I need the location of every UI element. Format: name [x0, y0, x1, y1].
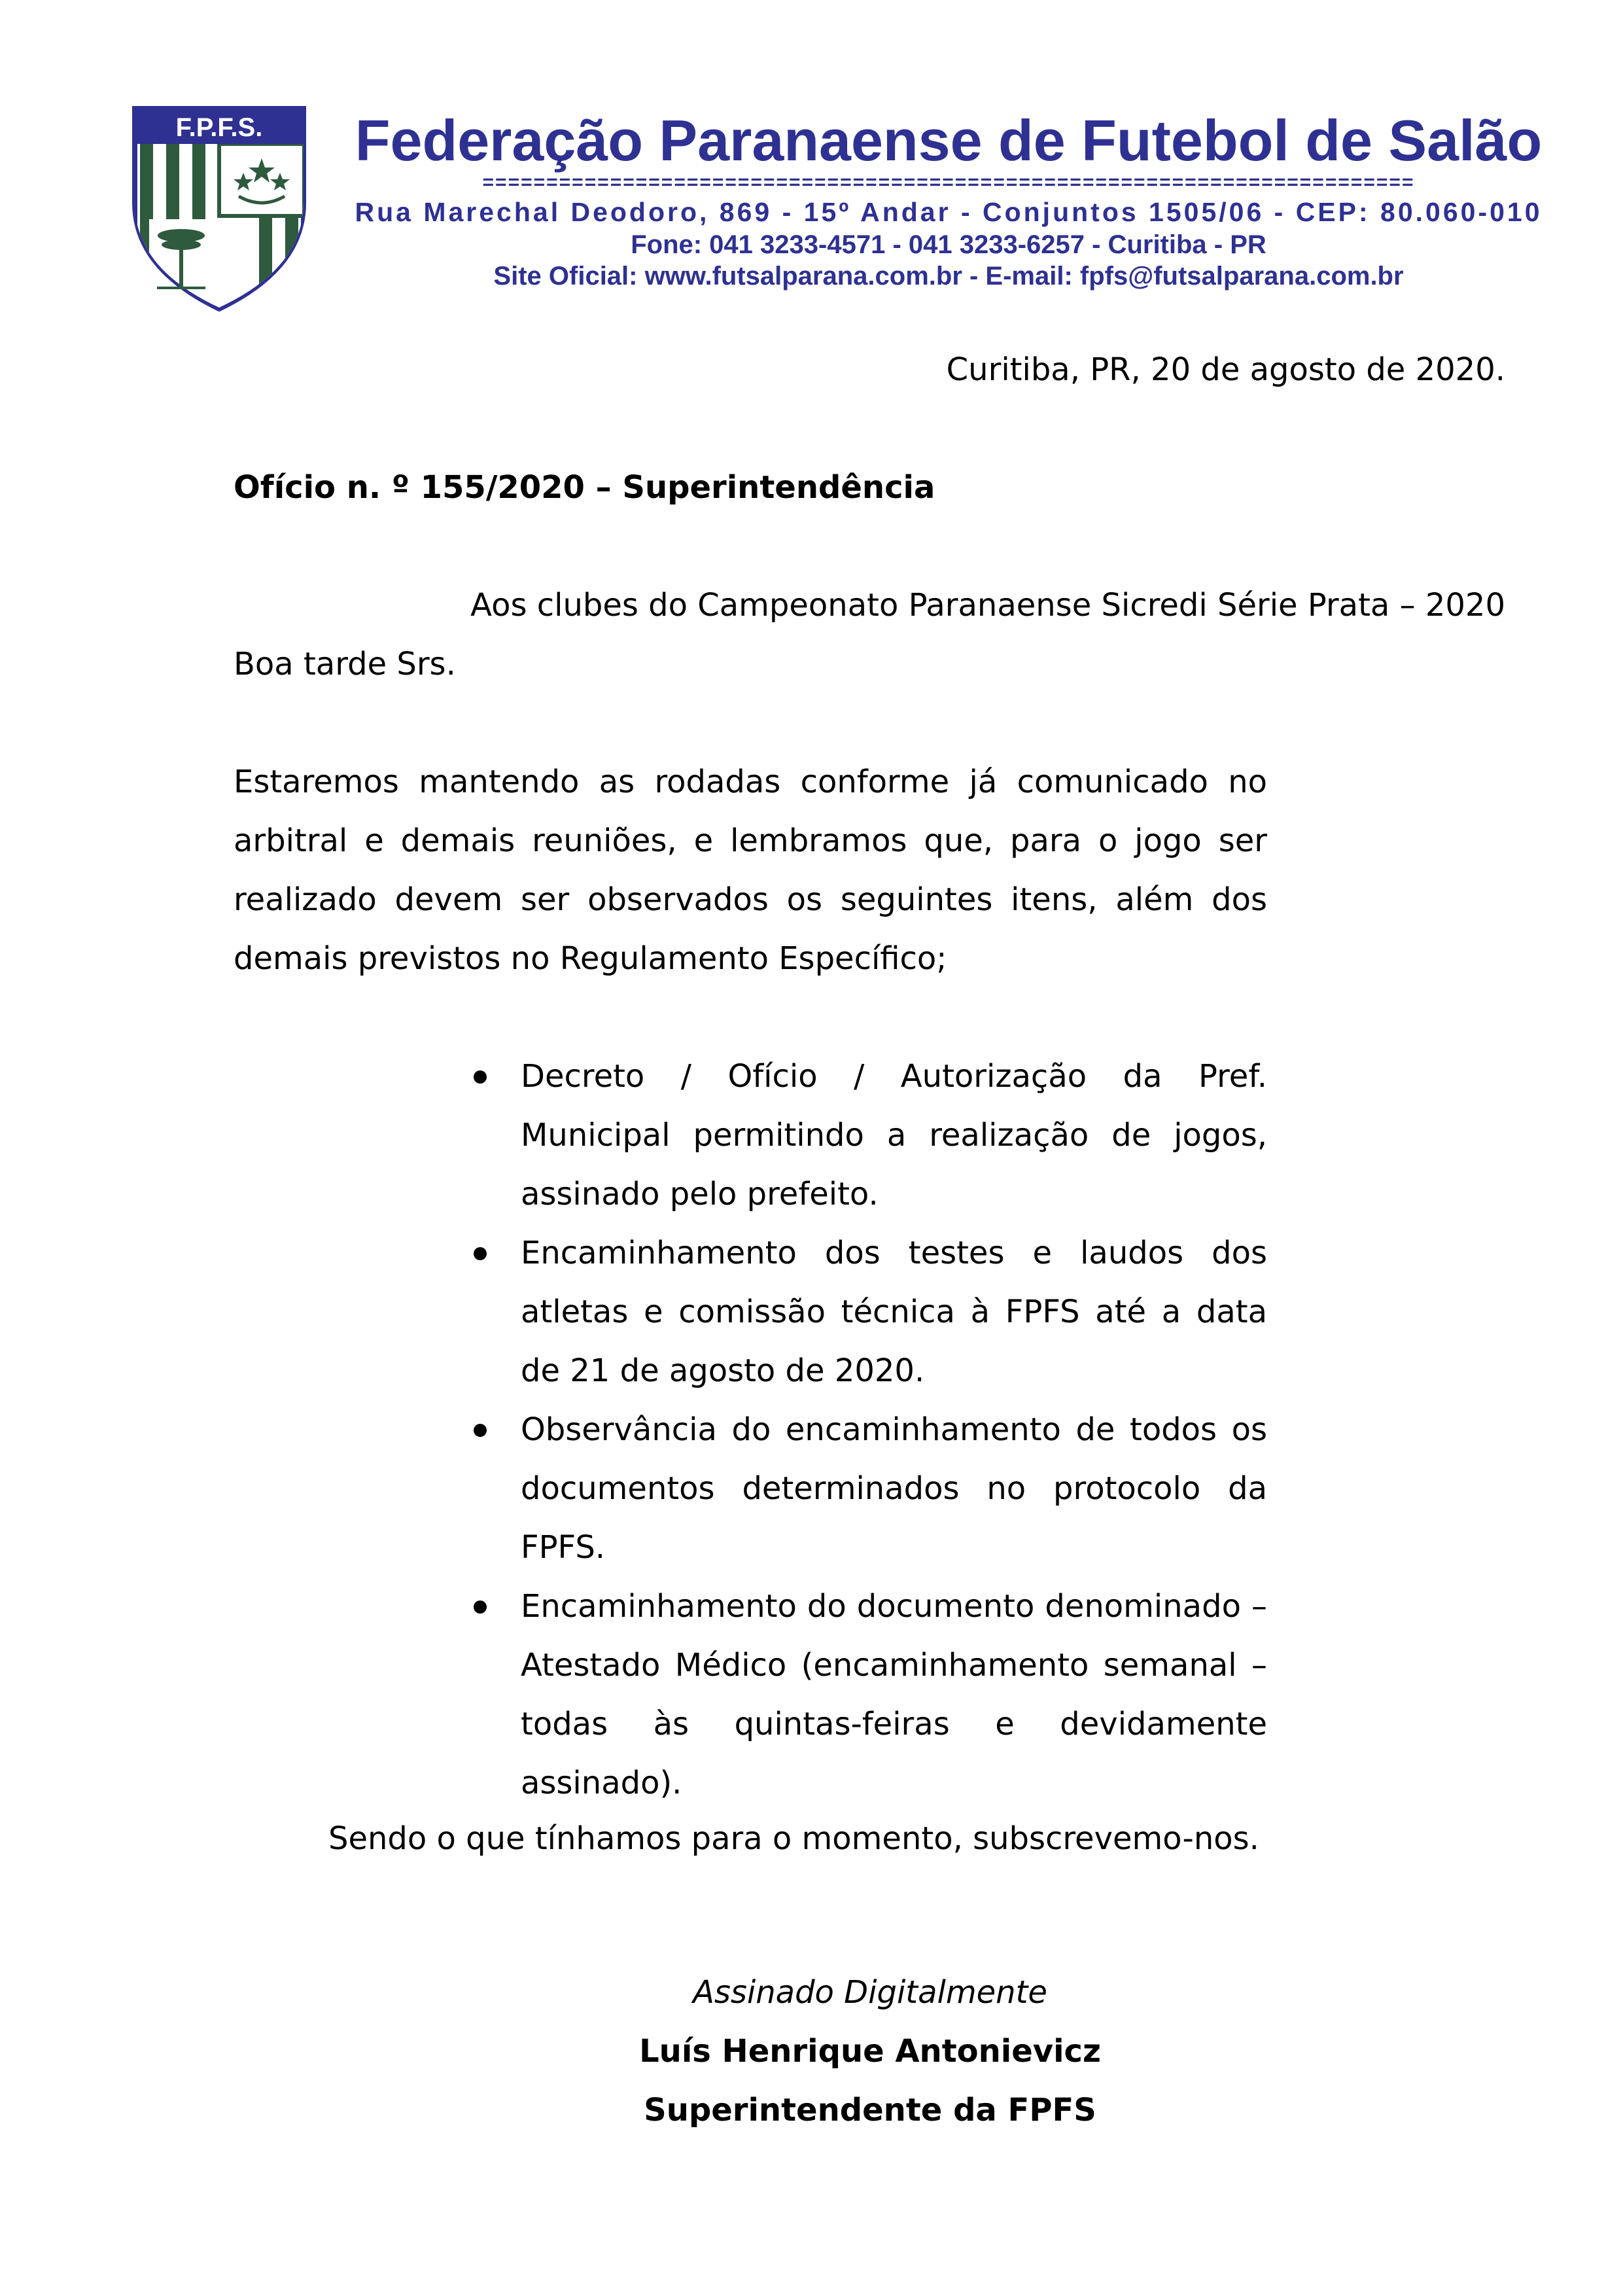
fpfs-logo — [131, 105, 307, 311]
list-item-text: Encaminhamento do documento denominado – Atestado Médico (encaminhamento semanal – todas às quintas-feiras e devidamente assinado). — [521, 1588, 1267, 1801]
signature-name: Luís Henrique Antonievicz — [639, 2033, 1101, 2070]
bullet-icon — [474, 1247, 487, 1260]
list-item — [458, 1224, 1267, 1400]
list-item-text: Encaminhamento dos testes e laudos dos atletas e comissão técnica à FPFS até a data de 21 de agosto de 2020. — [521, 1235, 1267, 1389]
header-separator: ========================================================================= — [482, 171, 1415, 193]
list-item-text: Decreto / Ofício / Autorização da Pref. Municipal permitindo a realização de jogos, assinado pelo prefeito. — [521, 1058, 1267, 1212]
header-site: Site Oficial: www.futsalparana.com.br - E-mail: fpfs@futsalparana.com.br — [493, 262, 1404, 291]
letter-greeting: Boa tarde Srs. — [234, 646, 456, 682]
letter-recipients: Aos clubes do Campeonato Paranaense Sicredi Série Prata – 2020 — [470, 587, 1505, 624]
signature-role: Superintendente da FPFS — [644, 2092, 1096, 2128]
letter-closing: Sendo o que tínhamos para o momento, subscrevemo-nos. — [328, 1820, 1259, 1857]
letter-paragraph: Estaremos mantendo as rodadas conforme já comunicado no arbitral e demais reuniões, e lembramos que, para o jogo ser realizado devem ser observados os seguintes itens, além dos demais previstos no Regulamento Específico; — [234, 764, 1267, 977]
bullet-icon — [474, 1424, 487, 1437]
requirements-list — [458, 1047, 1267, 1812]
list-item — [458, 1400, 1267, 1577]
header-address: Rua Marechal Deodoro, 869 - 15º Andar - Conjuntos 1505/06 - CEP: 80.060-010 — [355, 197, 1543, 227]
bullet-icon — [474, 1600, 487, 1614]
list-item-text: Observância do encaminhamento de todos os documentos determinados no protocolo da FPFS. — [521, 1411, 1267, 1566]
signature-digital: Assinado Digitalmente — [693, 1974, 1047, 2011]
logo-text: F.P.F.S. — [175, 113, 263, 142]
list-item — [458, 1577, 1267, 1812]
letter-reference: Ofício n. º 155/2020 – Superintendência — [234, 469, 935, 506]
letter-date: Curitiba, PR, 20 de agosto de 2020. — [946, 351, 1505, 388]
organization-name: Federação Paranaense de Futebol de Salão — [355, 108, 1543, 173]
header-phone: Fone: 041 3233-4571 - 041 3233-6257 - Curitiba - PR — [631, 230, 1266, 259]
bullet-icon — [474, 1070, 487, 1084]
list-item — [458, 1047, 1267, 1224]
